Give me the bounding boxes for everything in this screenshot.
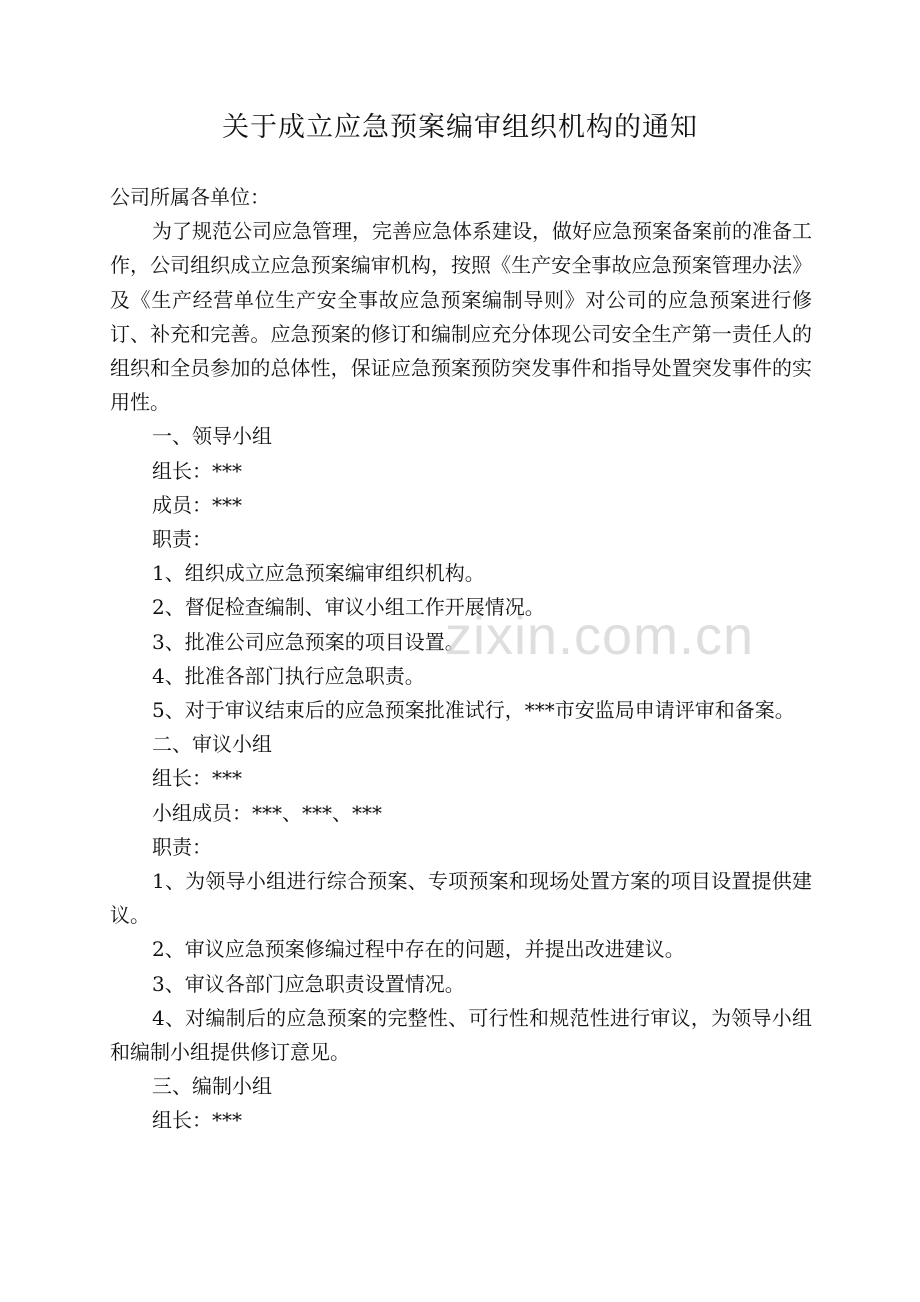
leader-line: 组长：*** <box>152 1108 242 1133</box>
duty-item: 1、为领导小组进行综合预案、专项预案和现场处置方案的项目设置提供建议。 <box>110 869 812 928</box>
member-line: 小组成员：***、***、*** <box>152 800 382 825</box>
document-title: 关于成立应急预案编审组织机构的通知 <box>222 112 698 143</box>
section-heading-drafting: 三、编制小组 <box>152 1074 272 1099</box>
duty-item: 2、督促检查编制、审议小组工作开展情况。 <box>152 595 545 620</box>
watermark: zixin.com.cn <box>445 606 755 666</box>
leader-line: 组长：*** <box>152 766 242 791</box>
duties-label: 职责： <box>152 834 212 859</box>
duty-item: 4、批准各部门执行应急职责。 <box>152 663 425 688</box>
duty-item: 4、对编制后的应急预案的完整性、可行性和规范性进行审议，为领导小组和编制小组提供修订意见。 <box>110 1005 812 1065</box>
intro-paragraph: 为了规范公司应急管理，完善应急体系建设，做好应急预案备案前的准备工作，公司组织成立应急预案编审机构，按照《生产安全事故应急预案管理办法》及《生产经营单位生产安全事故应急预案编制导则》对公司的应急预案进行修订、补充和完善。应急预案的修订和编制应充分体现公司安全生产第一责任人的组织和全员参加的总体性，保证应急预案预防突发事件和指导处置突发事件的实用性。 <box>110 219 812 415</box>
salutation: 公司所属各单位： <box>110 185 270 209</box>
duty-item: 2、审议应急预案修编过程中存在的问题，并提出改进建议。 <box>152 937 685 962</box>
duty-item: 5、对于审议结束后的应急预案批准试行，***市安监局申请评审和备案。 <box>152 698 795 723</box>
leader-line: 组长：*** <box>152 458 242 483</box>
section-heading-leadership: 一、领导小组 <box>152 424 272 449</box>
section-heading-review: 二、审议小组 <box>152 732 272 757</box>
duties-label: 职责： <box>152 527 212 552</box>
duty-item: 1、组织成立应急预案编审组织机构。 <box>152 561 485 586</box>
member-line: 成员：*** <box>152 492 242 517</box>
duty-item: 3、批准公司应急预案的项目设置。 <box>152 629 465 654</box>
duty-item: 3、审议各部门应急职责设置情况。 <box>152 971 465 996</box>
